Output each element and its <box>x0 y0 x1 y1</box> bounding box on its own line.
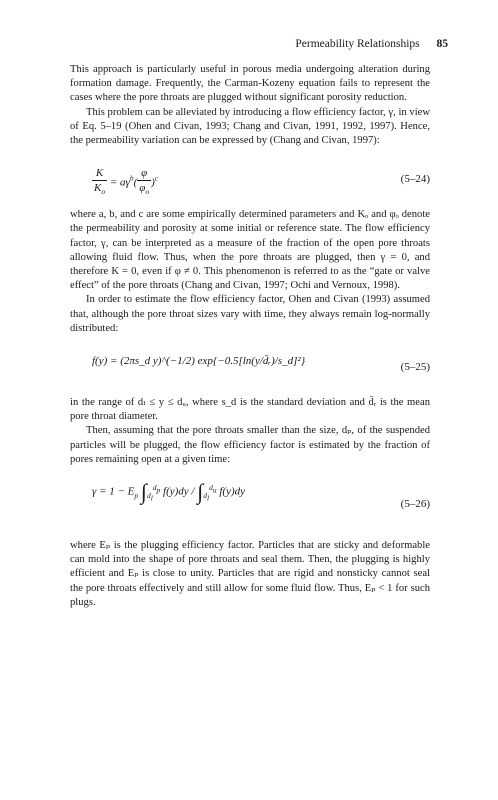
page-number: 85 <box>436 38 448 50</box>
running-header-title: Permeability Relationships <box>295 38 420 50</box>
equation-5-26 <box>70 475 430 531</box>
paragraph-7: where Eₚ is the plugging efficiency factor. Particles that are sticky and deformable can mold into the shape of pore throats and seal them. Then, the plugging is highly efficient and Eₚ is close to unity. Particles that are rigid and nonsticky cannot seal the pore throats effectively and still allow for some fluid flow. Thus, Eₚ < 1 for such plugs. <box>70 540 430 608</box>
equation-5-24-formula: $\frac{K}{K_o}$ = $a\gamma^b$( $\frac{\varphi}{\varphi_o}$ )$^c$ <box>94 167 159 197</box>
paragraph-4: In order to estimate the flow efficiency factor, Ohen and Civan (1993) assumed that, although the pore throat sizes vary with time, they always remain log-normally distributed: <box>70 294 430 334</box>
equation-5-24 <box>70 156 430 200</box>
paragraph-5: in the range of dₗ ≤ y ≤ dᵤ, where s_d is the standard deviation and d̄ᵣ is the mean pore throat diameter. <box>70 397 430 423</box>
paragraph-3: where a, b, and c are some empirically determined parameters and Kₒ and φₒ denote the permeability and porosity at some initial or reference state. The flow efficiency factor, γ, can be interpreted as a measure of the fraction of the open pore throats allowing fluid flow. Thus, when the pore throats are plugged, then γ = 0, and therefore K = 0, even if φ ≠ 0. This phenomenon is referred to as the “gate or valve effect” of the pore throats (Chang and Civan, 1997; Ochi and Vernoux, 1998). <box>70 209 430 292</box>
body-text <box>70 63 430 610</box>
equation-5-26-formula: $\gamma = 1 - E_p$ $\int_{d_l}^{d_p}$ $f(y)dy / \int_{d_l}^{d_u}$ f(y)dy <box>92 479 246 505</box>
equation-5-25-number: (5–25) <box>400 361 430 374</box>
paragraph-1: This approach is particularly useful in porous media undergoing alteration during formation damage. Frequently, the Carman-Kozeny equation fails to represent the cases where the pore throats are plugged without significant porosity reduction. <box>70 64 430 104</box>
paragraph-2: This problem can be alleviated by introducing a flow efficiency factor, γ, in view of Eq. 5–19 (Ohen and Civan, 1993; Chang and Civan, 1991, 1992, 1997). Hence, the permeability variation can be expressed by (Chang and Civan, 1997): <box>70 106 430 147</box>
running-header <box>295 38 448 50</box>
equation-5-25-formula: f(y) = (2πs_d y)^(−1/2) exp{−0.5[ln(y/d̄ᵣ)/s_d]²} <box>92 355 306 368</box>
paragraph-6: Then, assuming that the pore throats smaller than the size, dₚ, of the suspended particles will be plugged, the flow efficiency factor is estimated by the fraction of pores remaining open at a given time: <box>70 425 430 465</box>
equation-5-24-number: (5–24) <box>400 173 430 186</box>
equation-5-25 <box>70 344 430 388</box>
equation-5-26-number: (5–26) <box>400 498 430 511</box>
